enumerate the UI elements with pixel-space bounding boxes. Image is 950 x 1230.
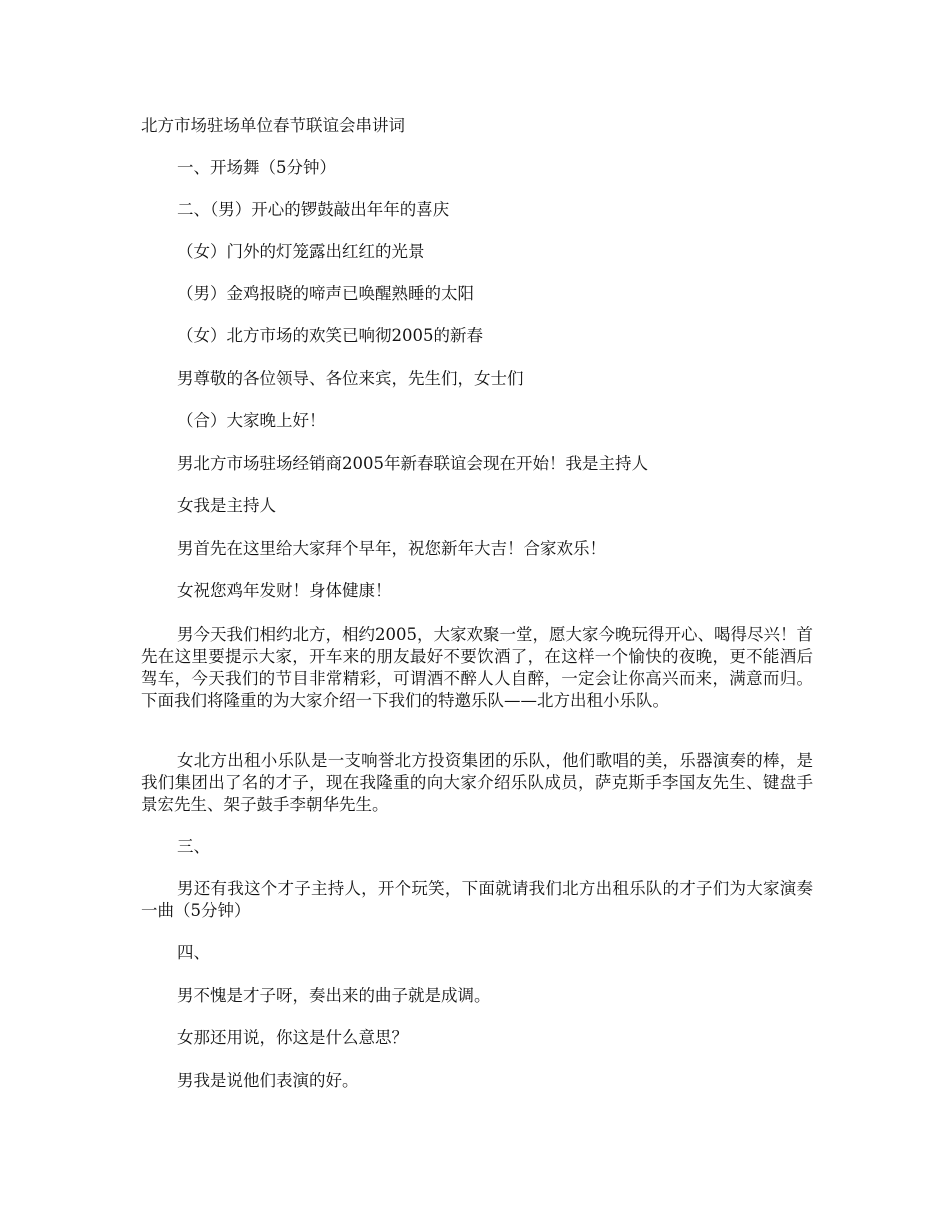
document-title: 北方市场驻场单位春节联谊会串讲词	[141, 116, 405, 135]
program-item-3: 三、	[177, 837, 210, 856]
script-line: （女）门外的灯笼露出红红的光景	[177, 242, 425, 261]
script-line: 女祝您鸡年发财！身体健康！	[177, 581, 392, 600]
script-line: （男）金鸡报晓的啼声已唤醒熟睡的太阳	[177, 284, 474, 303]
script-line: 男尊敬的各位领导、各位来宾，先生们，女士们	[177, 369, 524, 388]
program-item-4: 四、	[177, 943, 210, 962]
script-paragraph: 女北方出租小乐队是一支响誉北方投资集团的乐队，他们歌唱的美，乐器演奏的棒，是我们集团出了名的才子，现在我隆重的向大家介绍乐队成员，萨克斯手李国友先生、键盘手景宏先生、架子鼓手李朝华先生。	[141, 751, 813, 814]
script-paragraph: 男还有我这个才子主持人，开个玩笑，下面就请我们北方出租乐队的才子们为大家演奏一曲（5分钟）	[141, 879, 813, 920]
script-line: 男首先在这里给大家拜个早年，祝您新年大吉！合家欢乐！	[177, 539, 606, 558]
script-line: 男北方市场驻场经销商2005年新春联谊会现在开始！我是主持人	[177, 454, 648, 473]
script-line: （女）北方市场的欢笑已响彻2005的新春	[177, 326, 483, 345]
program-item-2: 二、（男）开心的锣鼓敲出年年的喜庆	[177, 200, 450, 219]
script-line: 男不愧是才子呀，奏出来的曲子就是成调。	[177, 986, 491, 1005]
script-line: 女我是主持人	[177, 496, 276, 515]
script-line: （合）大家晚上好！	[177, 411, 326, 430]
script-line: 男我是说他们表演的好。	[177, 1071, 359, 1090]
script-line: 女那还用说，你这是什么意思？	[177, 1028, 408, 1047]
script-paragraph: 男今天我们相约北方，相约2005，大家欢聚一堂，愿大家今晚玩得开心、喝得尽兴！首先在这里要提示大家，开车来的朋友最好不要饮酒了，在这样一个愉快的夜晚，更不能酒后驾车，今天我们的节目非常精彩，可谓酒不醉人人自醉，一定会让你高兴而来，满意而归。下面我们将隆重的为大家介绍一下我们的特邀乐队——北方出租小乐队。	[141, 625, 813, 710]
program-item-1: 一、开场舞（5分钟）	[177, 158, 336, 177]
